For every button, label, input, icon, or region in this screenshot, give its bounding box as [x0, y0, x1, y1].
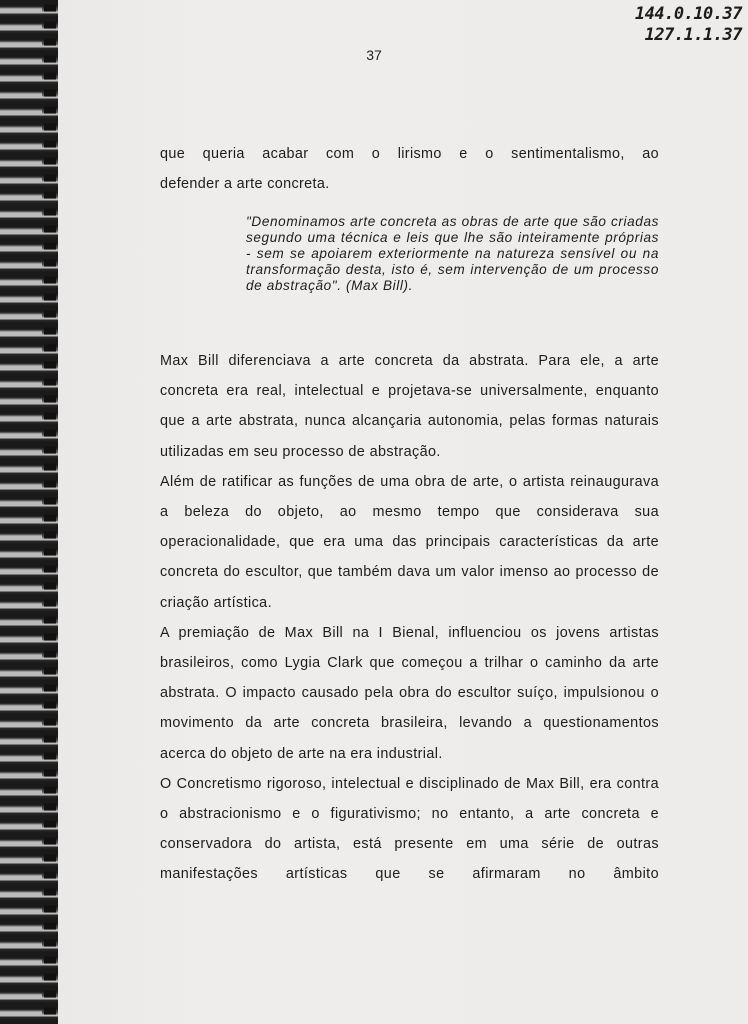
page-number: 37	[366, 47, 382, 63]
intro-line-1: que queria acabar com o lirismo e o sentimentalismo, ao	[160, 146, 659, 162]
handwritten-line-2: 127.1.1.37	[644, 25, 742, 45]
binding-holes	[44, 0, 56, 1024]
handwritten-catalog-note	[624, 4, 742, 46]
handwritten-line-1: 144.0.10.37	[634, 4, 742, 24]
intro-line-2: defender a arte concreta.	[160, 176, 330, 192]
paragraph: Além de ratificar as funções de uma obra de arte, o artista reinaugurava a beleza do objeto, ao mesmo tempo que considerava sua operacionalidade, que era uma das principais características da arte concreta do escultor, que também dava um valor imenso ao processo de criação artística.	[160, 473, 659, 611]
block-quote: "Denominamos arte concreta as obras de arte que são criadas segundo uma técnica e leis que lhe são inteiramente próprias - sem se apoiarem exteriormente na natureza sensível ou na transformação desta, isto é, sem intervenção de um processo de abstração". (Max Bill).	[246, 214, 659, 293]
paragraph: A premiação de Max Bill na I Bienal, influenciou os jovens artistas brasileiros, como Lygia Clark que começou a trilhar o caminho da arte abstrata. O impacto causado pela obra do escultor suíço, impulsionou o movimento da arte concreta brasileira, levando a questionamentos acerca do objeto de arte na era industrial.	[160, 624, 659, 762]
paragraph: O Concretismo rigoroso, intelectual e disciplinado de Max Bill, era contra o abstracionismo e o figurativismo; no entanto, a arte concreta e conservadora do artista, está presente em uma série de outras manifestações artísticas que se afirmaram no âmbito	[160, 775, 659, 883]
intro-paragraph	[160, 139, 659, 199]
main-text	[160, 346, 659, 890]
paragraph: Max Bill diferenciava a arte concreta da abstrata. Para ele, a arte concreta era real, intelectual e projetava-se universalmente, enquanto que a arte abstrata, nunca alcançaria autonomia, pelas formas naturais utilizadas em seu processo de abstração.	[160, 353, 659, 460]
